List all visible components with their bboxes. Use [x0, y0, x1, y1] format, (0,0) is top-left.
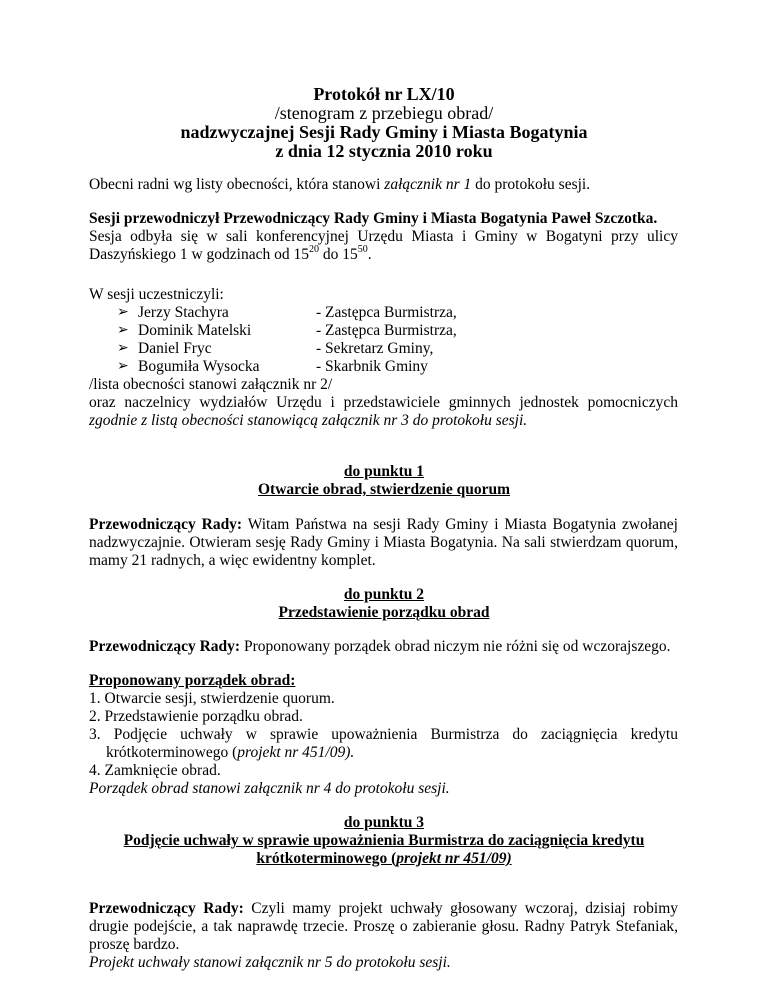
time-line: Daszyńskiego 1 w godzinach od $15^{20}$ do $15^{50}$. — [89, 243, 372, 263]
section3-para-line2: drugie podejście, a tak naprawdę trzecie. Proszę o zabieranie głosu. Radny Patryk Stefaniak, — [89, 918, 678, 935]
protocol-subtitle: /stenogram z przebiegu obrad/ — [274, 103, 494, 123]
agenda-item-cont: krótkoterminowego (projekt nr 451/09). — [106, 744, 355, 761]
section2-number: do punktu 2 — [343, 586, 425, 603]
session-date: z dnia 12 stycznia 2010 roku — [275, 141, 493, 161]
participants-intro: W sesji uczestniczyli: — [89, 286, 224, 303]
arrow-bullet-icon: ➢ — [117, 323, 129, 338]
section3-heading: Podjęcie uchwały w sprawie upoważnienia Burmistrza do zaciągnięcia kredytu — [123, 832, 645, 849]
section2-heading: Przedstawienie porządku obrad — [278, 604, 490, 621]
section1-heading: Otwarcie obrad, stwierdzenie quorum — [258, 481, 510, 498]
venue-line: Sesja odbyła się w sali konferencyjnej Urzędu Miasta i Gminy w Bogatyni przy ulicy — [89, 228, 678, 245]
participant-role: - Zastępca Burmistrza, — [316, 304, 457, 321]
agenda-item: 2. Przedstawienie porządku obrad. — [89, 708, 303, 725]
section1-para-line1: Przewodniczący Rady: Witam Państwa na sesji Rady Gminy i Miasta Bogatynia zwołanej — [89, 516, 678, 533]
participant-name: Daniel Fryc — [138, 340, 212, 357]
agenda-title: Proponowany porządek obrad: — [89, 672, 296, 689]
participant-role: - Zastępca Burmistrza, — [316, 322, 457, 339]
attendance-list-note: /lista obecności stanowi załącznik nr 2/ — [89, 376, 333, 393]
section3-note: Projekt uchwały stanowi załącznik nr 5 do protokołu sesji. — [89, 954, 451, 971]
agenda-note: Porządek obrad stanowi załącznik nr 4 do protokołu sesji. — [89, 780, 450, 797]
section3-para-line1: Przewodniczący Rady: Czyli mamy projekt uchwały głosowany wczoraj, dzisiaj robimy — [89, 900, 679, 917]
participant-role: - Skarbnik Gminy — [316, 358, 428, 375]
section1-number: do punktu 1 — [343, 463, 425, 480]
section1-para-line2: nadzwyczajnie. Otwieram sesję Rady Gminy i Miasta Bogatynia. Na sali stwierdzam quorum, — [89, 534, 678, 551]
agenda-item: 3. Podjęcie uchwały w sprawie upoważnienia Burmistrza do zaciągnięcia kredytu — [89, 726, 678, 743]
section3-heading-cont: krótkoterminowego (projekt nr 451/09) — [256, 850, 512, 867]
arrow-bullet-icon: ➢ — [117, 359, 129, 374]
participant-name: Bogumiła Wysocka — [138, 358, 260, 375]
session-name: nadzwyczajnej Sesji Rady Gminy i Miasta Bogatynia — [180, 122, 588, 142]
section2-para: Przewodniczący Rady: Proponowany porządek obrad niczym nie różni się od wczorajszego. — [89, 638, 671, 655]
participant-role: - Sekretarz Gminy, — [316, 340, 434, 357]
arrow-bullet-icon: ➢ — [117, 341, 129, 356]
chair-line: Sesji przewodniczył Przewodniczący Rady Gminy i Miasta Bogatynia Paweł Szczotka. — [89, 210, 658, 227]
section3-number: do punktu 3 — [343, 814, 425, 831]
agenda-item: 4. Zamknięcie obrad. — [89, 762, 221, 779]
attendance-line: Obecni radni wg listy obecności, która stanowi załącznik nr 1 do protokołu sesji. — [89, 176, 591, 193]
protocol-title: Protokół nr LX/10 — [313, 84, 455, 104]
arrow-bullet-icon: ➢ — [117, 305, 129, 320]
agenda-item: 1. Otwarcie sesji, stwierdzenie quorum. — [89, 690, 335, 707]
others-note: zgodnie z listą obecności stanowiącą załącznik nr 3 do protokołu sesji. — [89, 412, 528, 429]
section3-para-line3: proszę bardzo. — [89, 936, 180, 953]
participant-name: Jerzy Stachyra — [138, 304, 229, 321]
section1-para-line3: mamy 21 radnych, a więc ewidentny komplet. — [89, 552, 376, 569]
others-line: oraz naczelnicy wydziałów Urzędu i przedstawiciele gminnych jednostek pomocniczych — [89, 394, 678, 411]
participant-name: Dominik Matelski — [138, 322, 252, 339]
